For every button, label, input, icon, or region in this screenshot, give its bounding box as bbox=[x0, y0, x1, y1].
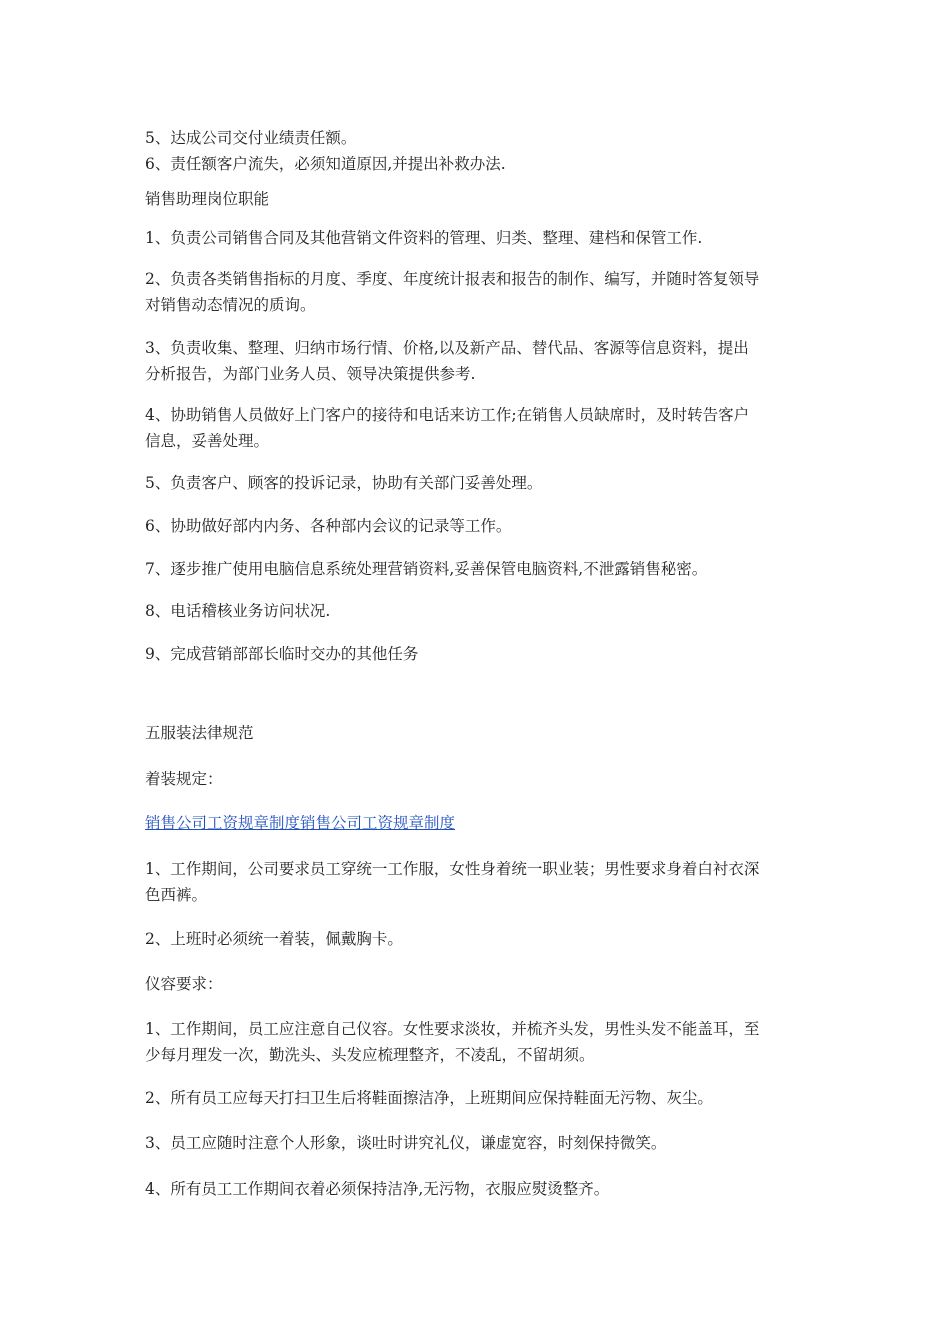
subsection-heading: 着装规定： bbox=[145, 770, 223, 788]
paragraph-line: 2、所有员工应每天打扫卫生后将鞋面擦洁净，上班期间应保持鞋面无污物、灰尘。 bbox=[145, 1089, 713, 1107]
document-link-text[interactable]: 销售公司工资规章制度销售公司工资规章制度 bbox=[145, 814, 456, 832]
paragraph-line: 3、员工应随时注意个人形象，谈吐时讲究礼仪，谦虚宽容，时刻保持微笑。 bbox=[145, 1134, 667, 1152]
paragraph-line: 9、完成营销部部长临时交办的其他任务 bbox=[145, 645, 419, 663]
paragraph-line: 5、负责客户、顾客的投诉记录，协助有关部门妥善处理。 bbox=[145, 474, 543, 492]
paragraph-line: 分析报告，为部门业务人员、领导决策提供参考. bbox=[145, 365, 476, 383]
section-heading: 五服装法律规范 bbox=[145, 724, 254, 742]
paragraph-line: 2、上班时必须统一着装，佩戴胸卡。 bbox=[145, 930, 403, 948]
paragraph-line: 6、责任额客户流失，必须知道原因,并提出补救办法. bbox=[145, 155, 506, 173]
paragraph-line: 对销售动态情况的质询。 bbox=[145, 296, 316, 314]
paragraph-line: 少每月理发一次，勤洗头、头发应梳理整齐，不凌乱，不留胡须。 bbox=[145, 1046, 595, 1064]
paragraph-line: 5、达成公司交付业绩责任额。 bbox=[145, 129, 357, 147]
section-heading: 销售助理岗位职能 bbox=[145, 190, 270, 208]
paragraph-line: 1、工作期间，公司要求员工穿统一工作服，女性身着统一职业装；男性要求身着白衬衣深 bbox=[145, 860, 760, 878]
paragraph-line: 信息，妥善处理。 bbox=[145, 432, 270, 450]
paragraph-line: 色西裤。 bbox=[145, 886, 208, 904]
paragraph-line: 2、负责各类销售指标的月度、季度、年度统计报表和报告的制作、编写，并随时答复领导 bbox=[145, 270, 760, 288]
subsection-heading: 仪容要求： bbox=[145, 975, 223, 993]
document-link[interactable] bbox=[145, 810, 815, 837]
paragraph-line: 6、协助做好部内内务、各种部内会议的记录等工作。 bbox=[145, 517, 512, 535]
paragraph-line: 1、负责公司销售合同及其他营销文件资料的管理、归类、整理、建档和保管工作. bbox=[145, 229, 703, 247]
paragraph-line: 4、协助销售人员做好上门客户的接待和电话来访工作;在销售人员缺席时，及时转告客户 bbox=[145, 406, 750, 424]
paragraph-line: 1、工作期间，员工应注意自己仪容。女性要求淡妆，并梳齐头发，男性头发不能盖耳，至 bbox=[145, 1020, 760, 1038]
paragraph-line: 3、负责收集、整理、归纳市场行情、价格,以及新产品、替代品、客源等信息资料，提出 bbox=[145, 339, 749, 357]
paragraph-line: 7、逐步推广使用电脑信息系统处理营销资料,妥善保管电脑资料,不泄露销售秘密。 bbox=[145, 560, 708, 578]
paragraph-line: 4、所有员工工作期间衣着必须保持洁净,无污物，衣服应熨烫整齐。 bbox=[145, 1180, 610, 1198]
paragraph-line: 8、电话稽核业务访问状况. bbox=[145, 602, 331, 620]
